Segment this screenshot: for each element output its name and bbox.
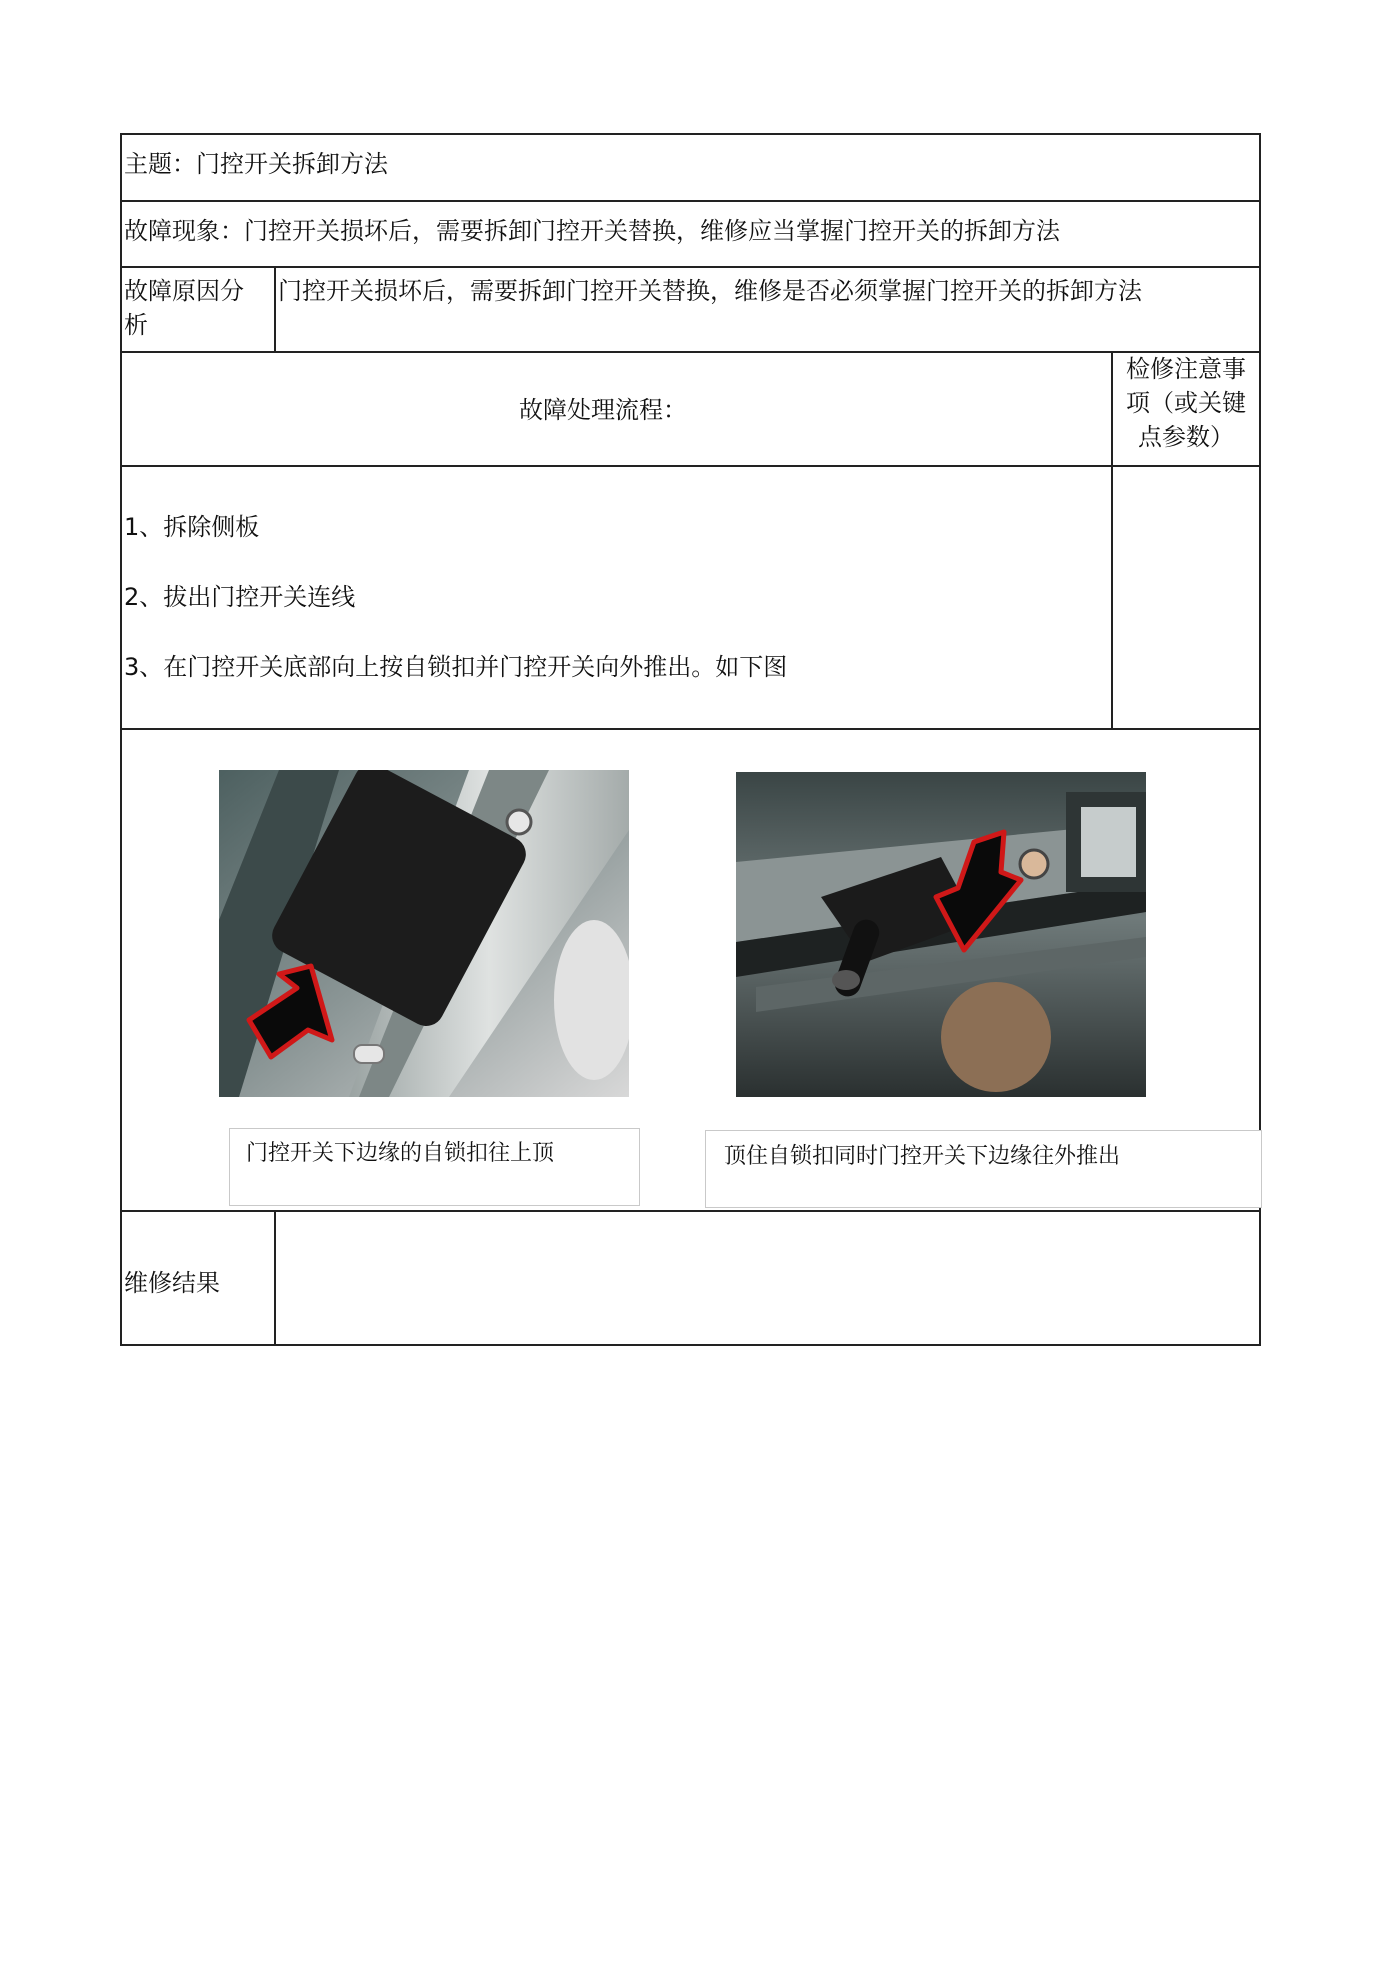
- door-switch-photo-icon: [219, 770, 629, 1097]
- table-bottom-border: [120, 1344, 1261, 1346]
- cause-analysis-label: 故障原因分析: [124, 277, 244, 339]
- row-divider-4: [120, 465, 1261, 467]
- step-item: 2、拔出门控开关连线: [124, 583, 356, 611]
- door-switch-photo-icon: [736, 772, 1146, 1097]
- table-top-border: [120, 133, 1261, 135]
- row-divider-6: [120, 1210, 1261, 1212]
- process-title: 故障处理流程：: [519, 396, 687, 424]
- door-switch-photo-1: [219, 770, 629, 1097]
- notes-header: 检修注意事项（或关键点参数）: [1126, 355, 1246, 451]
- result-column-divider: [274, 1210, 276, 1346]
- step-item: 3、在门控开关底部向上按自锁扣并门控开关向外推出。如下图: [124, 653, 788, 681]
- figure-1-caption: 门控开关下边缘的自锁扣往上顶: [246, 1141, 555, 1166]
- row-divider-2: [120, 266, 1261, 268]
- repair-result-label: 维修结果: [124, 1269, 220, 1297]
- notes-column-divider: [1111, 351, 1113, 730]
- subject-title: 主题：门控开关拆卸方法: [124, 150, 388, 178]
- door-switch-photo-2: [736, 772, 1146, 1097]
- step-item: 1、拆除侧板: [124, 513, 260, 541]
- cause-column-divider: [274, 266, 276, 353]
- repair-result-value[interactable]: [290, 1266, 1240, 1300]
- row-divider-3: [120, 351, 1261, 353]
- row-divider-1: [120, 200, 1261, 202]
- table-left-border: [120, 133, 122, 1346]
- figure-2-caption: 顶住自锁扣同时门控开关下边缘往外推出: [724, 1144, 1121, 1169]
- row-divider-5: [120, 728, 1261, 730]
- fault-symptom: 故障现象：门控开关损坏后，需要拆卸门控开关替换，维修应当掌握门控开关的拆卸方法: [124, 217, 1060, 245]
- cause-analysis-text: 门控开关损坏后，需要拆卸门控开关替换，维修是否必须掌握门控开关的拆卸方法: [278, 277, 1142, 305]
